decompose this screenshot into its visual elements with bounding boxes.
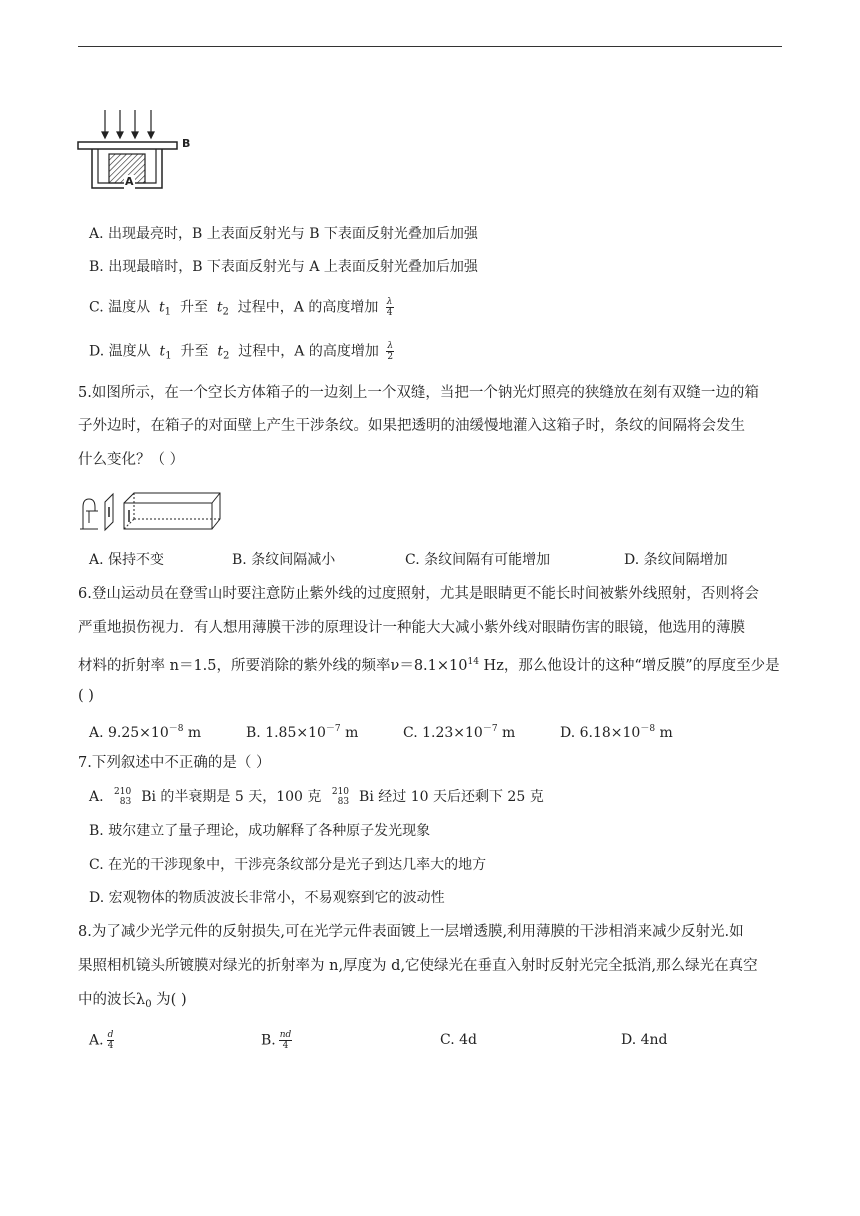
fraction-lambda-over-2: $\frac{\lambda}{2}$ bbox=[387, 341, 394, 362]
q6-stem-line-4: ( ) bbox=[78, 688, 94, 704]
q5-stem-line-1: 5.如图所示，在一个空长方体箱子的一边刻上一个双缝，当把一个钠光灯照亮的狭缝放在刻有双缝一边的箱 bbox=[78, 385, 759, 401]
q5-double-slit-box-figure bbox=[78, 489, 222, 533]
nuclide-notation: 210 83 bbox=[331, 787, 350, 807]
q4-apparatus-figure bbox=[76, 108, 196, 194]
q4-option-c[interactable]: C. 温度从 $t_1$ 升至 $t_2$ 过程中，A 的高度增加 $\frac{\lambda}{4}$ bbox=[89, 297, 393, 318]
q4-option-d[interactable]: D. 温度从 $t_1$ 升至 $t_2$ 过程中，A 的高度增加 $\frac{\lambda}{2}$ bbox=[89, 341, 394, 362]
q8-stem-line-2: 果照相机镜头所镀膜对绿光的折射率为 n,厚度为 d,它使绿光在垂直入射时反射光完全抵消,那么绿光在真空 bbox=[78, 958, 758, 974]
q6-option-b[interactable]: B. $1.85\times 10^{-7}$ m bbox=[246, 724, 359, 741]
q5-option-b[interactable]: B. 条纹间隔减小 bbox=[232, 552, 336, 568]
header-rule bbox=[78, 46, 782, 47]
q7-option-a[interactable]: A. 210 83 Bi 的半衰期是 5 天，100 克 210 83 Bi 经过 10 天后还剩下 25 克 bbox=[89, 787, 544, 807]
q8-stem-line-1: 8.为了减少光学元件的反射损失,可在光学元件表面镀上一层增透膜,利用薄膜的干涉相消来减少反射光.如 bbox=[78, 924, 744, 940]
q5-stem-line-2: 子外边时，在箱子的对面壁上产生干涉条纹。如果把透明的油缓慢地灌入这箱子时，条纹的间隔将会发生 bbox=[78, 418, 745, 434]
nuclide-notation: 210 83 bbox=[114, 787, 132, 807]
q8-option-a[interactable]: A. $\frac{d}{4}$ bbox=[89, 1030, 114, 1051]
q5-option-a[interactable]: A. 保持不变 bbox=[89, 552, 165, 568]
q8-option-d[interactable]: D. 4nd bbox=[621, 1032, 668, 1048]
q4-option-b[interactable]: B. 出现最暗时，B 下表面反射光与 A 上表面反射光叠加后加强 bbox=[89, 259, 478, 275]
q8-option-b[interactable]: B. $\frac{nd}{4}$ bbox=[261, 1030, 292, 1051]
q5-option-c[interactable]: C. 条纹间隔有可能增加 bbox=[405, 552, 551, 568]
q6-option-c[interactable]: C. $1.23\times 10^{-7}$ m bbox=[403, 724, 516, 741]
q6-stem-line-3: 材料的折射率 n＝1.5，所要消除的紫外线的频率$\nu=8.1\times 10^{14}$ Hz，那么他设计的这种“增反膜”的厚度至少是 bbox=[78, 657, 780, 674]
q7-option-c[interactable]: C. 在光的干涉现象中，干涉亮条纹部分是光子到达几率大的地方 bbox=[89, 857, 487, 873]
fraction-d-over-4: $\frac{d}{4}$ bbox=[107, 1030, 114, 1051]
plate-b bbox=[78, 142, 177, 149]
q7-stem: 7.下列叙述中不正确的是（ ） bbox=[78, 755, 271, 771]
fraction-lambda-over-4: $\frac{\lambda}{4}$ bbox=[386, 297, 393, 318]
q6-stem-line-2: 严重地损伤视力．有人想用薄膜干涉的原理设计一种能大大减小紫外线对眼睛伤害的眼镜，他选用的薄膜 bbox=[78, 620, 745, 636]
fraction-nd-over-4: $\frac{nd}{4}$ bbox=[279, 1030, 292, 1051]
q4-option-a[interactable]: A. 出现最亮时，B 上表面反射光与 B 下表面反射光叠加后加强 bbox=[89, 226, 478, 242]
figure-label-a: A bbox=[125, 175, 134, 188]
q7-option-b[interactable]: B. 玻尔建立了量子理论，成功解释了各种原子发光现象 bbox=[89, 823, 431, 839]
q5-option-d[interactable]: D. 条纹间隔增加 bbox=[624, 552, 728, 568]
q7-option-d[interactable]: D. 宏观物体的物质波波长非常小，不易观察到它的波动性 bbox=[89, 890, 445, 906]
q6-stem-line-1: 6.登山运动员在登雪山时要注意防止紫外线的过度照射，尤其是眼睛更不能长时间被紫外线照射，否则将会 bbox=[78, 586, 759, 602]
figure-label-b: B bbox=[182, 137, 191, 150]
q6-option-a[interactable]: A. $9.25\times 10^{-8}$ m bbox=[89, 724, 202, 741]
incident-light-arrows bbox=[102, 110, 154, 138]
q8-stem-line-3: 中的波长$\lambda_0$ 为( ) bbox=[78, 992, 187, 1010]
q6-option-d[interactable]: D. $6.18\times 10^{-8}$ m bbox=[560, 724, 673, 741]
q8-option-c[interactable]: C. 4d bbox=[440, 1032, 477, 1048]
q5-stem-line-3: 什么变化？（ ） bbox=[78, 452, 185, 468]
